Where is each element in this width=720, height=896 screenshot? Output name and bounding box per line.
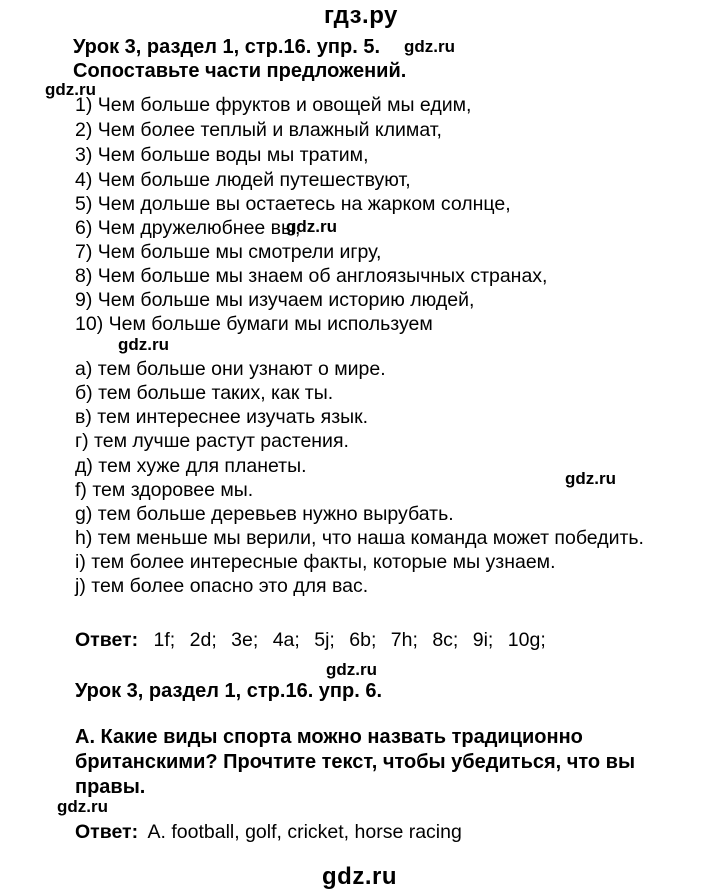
sentence-end-item: h) тем меньше мы верили, что наша команда может победить. [75, 527, 644, 549]
question-line: британскими? Прочтите текст, чтобы убедиться, что вы [75, 751, 636, 773]
answer-item: 4a; [272, 629, 300, 651]
sentence-end-item: g) тем больше деревьев нужно вырубать. [75, 503, 454, 525]
task-instruction: Сопоставьте части предложений. [73, 60, 407, 82]
watermark: gdz.ru [326, 660, 377, 679]
site-title: гдз.ру [324, 2, 398, 29]
answer-item: 10g; [507, 629, 546, 651]
watermark: gdz.ru [45, 80, 96, 99]
answer-row [75, 629, 555, 652]
answer-item: 3e; [231, 629, 259, 651]
answer-item: 8c; [432, 629, 459, 651]
sentence-end-item: г) тем лучше растут растения. [75, 430, 349, 452]
watermark: gdz.ru [286, 217, 337, 236]
sentence-start-item: 1) Чем больше фруктов и овощей мы едим, [75, 94, 472, 116]
sentence-start-item: 6) Чем дружелюбнее вы, [75, 217, 301, 239]
sentence-start-item: 7) Чем больше мы смотрели игру, [75, 241, 382, 263]
exercise-heading: Урок 3, раздел 1, стр.16. упр. 5. [73, 36, 381, 58]
sentence-start-item: 10) Чем больше бумаги мы используем [75, 313, 433, 335]
exercise-heading: Урок 3, раздел 1, стр.16. упр. 6. [75, 680, 383, 702]
sentence-start-item: 4) Чем больше людей путешествуют, [75, 169, 411, 191]
answer-item: 7h; [390, 629, 418, 651]
answer-item: 2d; [189, 629, 217, 651]
answer-text: A. football, golf, cricket, horse racing [147, 821, 462, 843]
sentence-end-item: б) тем больше таких, как ты. [75, 382, 334, 404]
watermark: gdz.ru [118, 335, 169, 354]
sentence-start-item: 3) Чем больше воды мы тратим, [75, 144, 369, 166]
sentence-end-item: j) тем более опасно это для вас. [75, 575, 369, 597]
sentence-start-item: 5) Чем дольше вы остаетесь на жарком солнце, [75, 193, 511, 215]
sentence-start-item: 8) Чем больше мы знаем об англоязычных странах, [75, 265, 548, 287]
answer-label: Ответ: [75, 629, 139, 651]
answer-item: 5j; [314, 629, 335, 651]
sentence-end-item: f) тем здоровее мы. [75, 479, 254, 501]
sentence-end-item: в) тем интереснее изучать язык. [75, 406, 369, 428]
watermark: gdz.ru [565, 469, 616, 488]
sentence-start-item: 9) Чем больше мы изучаем историю людей, [75, 289, 475, 311]
watermark: gdz.ru [404, 37, 455, 56]
answer-row [75, 821, 462, 844]
answer-label: Ответ: [75, 821, 139, 843]
sentence-start-item: 2) Чем более теплый и влажный климат, [75, 119, 442, 141]
answer-item: 9i; [472, 629, 494, 651]
answer-item: 6b; [349, 629, 377, 651]
sentence-end-item: i) тем более интересные факты, которые мы узнаем. [75, 551, 556, 573]
footer-brand: gdz.ru [322, 863, 397, 890]
question-line: А. Какие виды спорта можно назвать традиционно [75, 726, 583, 748]
answer-item: 1f; [153, 629, 176, 651]
watermark: gdz.ru [57, 797, 108, 816]
question-line: правы. [75, 776, 146, 798]
sentence-end-item: д) тем хуже для планеты. [75, 455, 307, 477]
sentence-end-item: a) тем больше они узнают о мире. [75, 358, 386, 380]
